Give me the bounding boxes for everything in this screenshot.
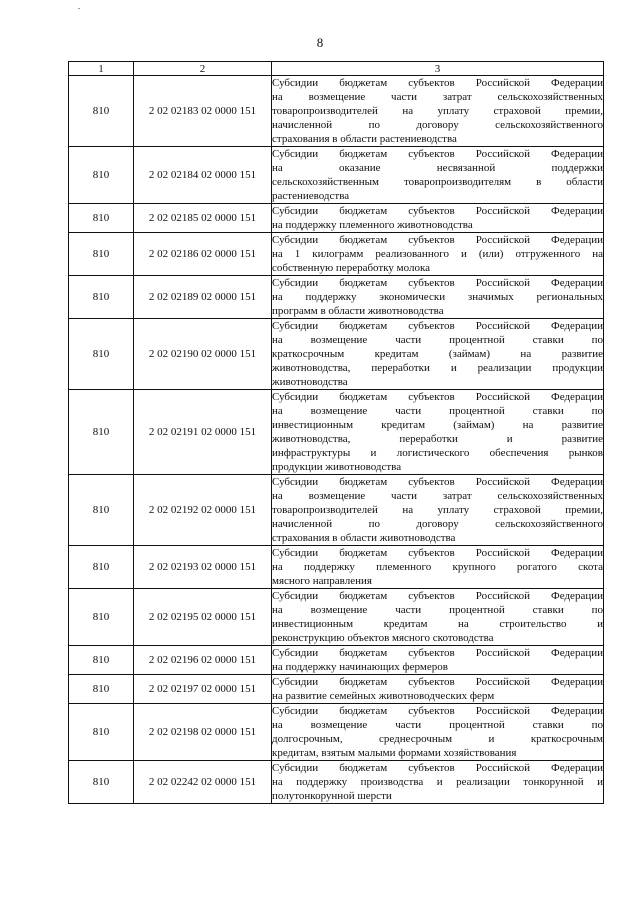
- revenue-name-line: начисленной по договору сельскохозяйственного: [272, 119, 603, 131]
- admin-code-cell: 810: [69, 675, 134, 704]
- revenue-name-cell: [272, 546, 604, 589]
- scan-mark: [78, 8, 80, 9]
- revenue-code-cell: 2 02 02197 02 0000 151: [134, 675, 272, 704]
- revenue-name-cell: [272, 76, 604, 147]
- revenue-name-line: животноводства, переработки и реализации продукции: [272, 362, 603, 374]
- revenue-name-line: Субсидии бюджетам субъектов Российской Федерации: [272, 705, 603, 717]
- revenue-name-line: Субсидии бюджетам субъектов Российской Федерации: [272, 590, 603, 602]
- revenue-name-line: товаропроизводителей на уплату страховой премии,: [272, 504, 603, 516]
- revenue-name-line: животноводства, переработки и развитие: [272, 433, 603, 445]
- admin-code-cell: 810: [69, 589, 134, 646]
- revenue-name-cell: [272, 475, 604, 546]
- revenue-name-line: на возмещение части затрат сельскохозяйственных: [272, 91, 603, 103]
- table-row: [69, 704, 604, 761]
- revenue-name-line: Субсидии бюджетам субъектов Российской Федерации: [272, 77, 603, 89]
- admin-code-cell: 810: [69, 761, 134, 804]
- admin-code-cell: 810: [69, 147, 134, 204]
- revenue-name-cell: [272, 319, 604, 390]
- revenue-name-cell: [272, 589, 604, 646]
- revenue-code-cell: 2 02 02192 02 0000 151: [134, 475, 272, 546]
- revenue-code-cell: 2 02 02185 02 0000 151: [134, 204, 272, 233]
- revenue-name-line: на возмещение части процентной ставки по: [272, 405, 603, 417]
- revenue-name-line: на возмещение части процентной ставки по: [272, 719, 603, 731]
- revenue-name-line: кредитам, взятым малыми формами хозяйствования: [272, 747, 517, 759]
- revenue-name-line: на поддержку производства и реализации тонкорунной и: [272, 776, 603, 788]
- revenue-name-line: Субсидии бюджетам субъектов Российской Федерации: [272, 762, 603, 774]
- revenue-name-line: Субсидии бюджетам субъектов Российской Федерации: [272, 320, 603, 332]
- revenue-name-line: на 1 килограмм реализованного и (или) отгруженного на: [272, 248, 603, 260]
- revenue-name-line: животноводства: [272, 376, 348, 388]
- revenue-name-line: на поддержку начинающих фермеров: [272, 661, 448, 673]
- table-row: [69, 390, 604, 475]
- revenue-name-line: на поддержку племенного крупного рогатого скота: [272, 561, 603, 573]
- admin-code-cell: 810: [69, 76, 134, 147]
- revenue-name-line: Субсидии бюджетам субъектов Российской Федерации: [272, 647, 603, 659]
- revenue-name-line: страхования в области растениеводства: [272, 133, 457, 145]
- revenue-name-cell: [272, 761, 604, 804]
- revenue-name-line: на поддержку экономически значимых региональных: [272, 291, 603, 303]
- revenue-code-cell: 2 02 02189 02 0000 151: [134, 276, 272, 319]
- revenue-name-cell: [272, 675, 604, 704]
- revenue-code-cell: 2 02 02184 02 0000 151: [134, 147, 272, 204]
- revenue-name-line: инвестиционным кредитам (займам) на развитие: [272, 419, 603, 431]
- revenue-code-cell: 2 02 02190 02 0000 151: [134, 319, 272, 390]
- revenue-name-cell: [272, 646, 604, 675]
- revenue-name-line: программ в области животноводства: [272, 305, 444, 317]
- revenue-name-line: сельскохозяйственным товаропроизводителям в области: [272, 176, 603, 188]
- table-row: [69, 319, 604, 390]
- revenue-name-line: растениеводства: [272, 190, 350, 202]
- revenue-name-line: Субсидии бюджетам субъектов Российской Федерации: [272, 148, 603, 160]
- admin-code-cell: 810: [69, 233, 134, 276]
- table-row: [69, 276, 604, 319]
- revenue-code-cell: 2 02 02186 02 0000 151: [134, 233, 272, 276]
- revenue-name-line: инфраструктуры и логистического обеспечения рынков: [272, 447, 603, 459]
- table-row: [69, 546, 604, 589]
- header-column-3: 3: [272, 62, 604, 76]
- revenue-name-line: реконструкцию объектов мясного скотоводства: [272, 632, 494, 644]
- table-row: [69, 475, 604, 546]
- admin-code-cell: 810: [69, 276, 134, 319]
- revenue-code-cell: 2 02 02183 02 0000 151: [134, 76, 272, 147]
- revenue-name-line: на поддержку племенного животноводства: [272, 219, 473, 231]
- header-column-1: 1: [69, 62, 134, 76]
- revenue-code-cell: 2 02 02198 02 0000 151: [134, 704, 272, 761]
- revenue-name-line: товаропроизводителей на уплату страховой премии,: [272, 105, 603, 117]
- revenue-name-cell: [272, 233, 604, 276]
- revenue-name-cell: [272, 147, 604, 204]
- revenue-name-line: полутонкорунной шерсти: [272, 790, 392, 802]
- table-row: [69, 646, 604, 675]
- revenue-name-line: Субсидии бюджетам субъектов Российской Федерации: [272, 391, 603, 403]
- revenue-name-cell: [272, 204, 604, 233]
- revenue-name-line: на возмещение части процентной ставки по: [272, 604, 603, 616]
- table-row: [69, 675, 604, 704]
- page-number: 8: [316, 35, 324, 50]
- admin-code-cell: 810: [69, 390, 134, 475]
- revenue-name-line: долгосрочным, среднесрочным и краткосрочным: [272, 733, 603, 745]
- admin-code-cell: 810: [69, 204, 134, 233]
- revenue-name-line: Субсидии бюджетам субъектов Российской Федерации: [272, 234, 603, 246]
- table-row: [69, 204, 604, 233]
- table-row: [69, 233, 604, 276]
- revenue-name-cell: [272, 276, 604, 319]
- revenue-name-line: на возмещение части затрат сельскохозяйственных: [272, 490, 603, 502]
- header-row: [69, 62, 604, 76]
- revenue-name-line: на оказание несвязанной поддержки: [272, 162, 603, 174]
- revenue-name-line: продукции животноводства: [272, 461, 402, 473]
- admin-code-cell: 810: [69, 704, 134, 761]
- revenue-code-cell: 2 02 02195 02 0000 151: [134, 589, 272, 646]
- revenue-name-line: инвестиционным кредитам на строительство и: [272, 618, 603, 630]
- revenue-name-line: краткосрочным кредитам (займам) на развитие: [272, 348, 603, 360]
- revenue-code-cell: 2 02 02242 02 0000 151: [134, 761, 272, 804]
- table-row: [69, 761, 604, 804]
- admin-code-cell: 810: [69, 646, 134, 675]
- revenue-name-line: Субсидии бюджетам субъектов Российской Федерации: [272, 476, 603, 488]
- revenue-name-cell: [272, 704, 604, 761]
- revenue-name-line: Субсидии бюджетам субъектов Российской Федерации: [272, 277, 603, 289]
- revenue-name-line: на развитие семейных животноводческих ферм: [272, 690, 495, 702]
- revenue-name-cell: [272, 390, 604, 475]
- revenue-name-line: Субсидии бюджетам субъектов Российской Федерации: [272, 676, 603, 688]
- revenue-name-line: Субсидии бюджетам субъектов Российской Федерации: [272, 205, 603, 217]
- revenue-name-line: Субсидии бюджетам субъектов Российской Федерации: [272, 547, 603, 559]
- admin-code-cell: 810: [69, 546, 134, 589]
- budget-classification-table: [68, 61, 604, 804]
- table-row: [69, 589, 604, 646]
- revenue-code-cell: 2 02 02191 02 0000 151: [134, 390, 272, 475]
- table-row: [69, 76, 604, 147]
- revenue-name-line: страхования в области животноводства: [272, 532, 456, 544]
- revenue-name-line: начисленной по договору сельскохозяйственного: [272, 518, 603, 530]
- revenue-code-cell: 2 02 02193 02 0000 151: [134, 546, 272, 589]
- admin-code-cell: 810: [69, 475, 134, 546]
- admin-code-cell: 810: [69, 319, 134, 390]
- revenue-name-line: собственную переработку молока: [272, 262, 431, 274]
- header-column-2: 2: [134, 62, 272, 76]
- table-body: [69, 76, 604, 804]
- table-row: [69, 147, 604, 204]
- revenue-name-line: мясного направления: [272, 575, 372, 587]
- revenue-name-line: на возмещение части процентной ставки по: [272, 334, 603, 346]
- revenue-code-cell: 2 02 02196 02 0000 151: [134, 646, 272, 675]
